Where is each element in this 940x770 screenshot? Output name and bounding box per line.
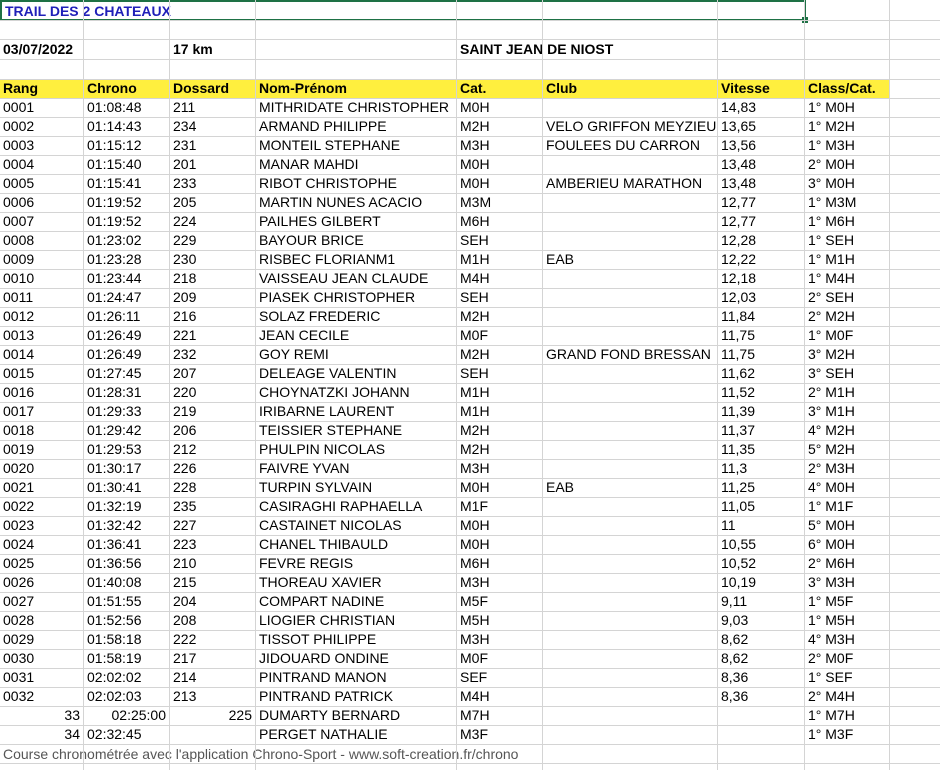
cell-name[interactable]: CASTAINET NICOLAS (259, 517, 402, 533)
header-rank[interactable]: Rang (3, 80, 38, 96)
cell-class-cat[interactable]: 1° M2H (808, 118, 855, 134)
cell-chrono[interactable]: 01:27:45 (87, 365, 142, 381)
cell-speed[interactable]: 11,75 (721, 327, 755, 343)
cell-bib[interactable]: 232 (173, 346, 197, 362)
cell-name[interactable]: MARTIN NUNES ACACIO (259, 194, 423, 210)
cell-rank[interactable]: 0013 (3, 327, 35, 343)
cell-bib[interactable]: 228 (173, 479, 197, 495)
cell-chrono[interactable]: 01:36:56 (87, 555, 142, 571)
cell-name[interactable]: MONTEIL STEPHANE (259, 137, 401, 153)
cell-rank[interactable]: 0023 (3, 517, 35, 533)
cell-bib[interactable]: 218 (173, 270, 197, 286)
cell-name[interactable]: BAYOUR BRICE (259, 232, 364, 248)
cell-class-cat[interactable]: 1° M7H (808, 707, 855, 723)
cell-bib[interactable]: 229 (173, 232, 197, 248)
gridline-vertical (804, 0, 805, 770)
cell-rank[interactable]: 0002 (3, 118, 35, 134)
cell-bib[interactable]: 235 (173, 498, 197, 514)
cell-rank[interactable]: 34 (64, 726, 80, 742)
cell-rank[interactable]: 0022 (3, 498, 35, 514)
cell-category[interactable]: M2H (460, 346, 490, 362)
cell-name[interactable]: DELEAGE VALENTIN (259, 365, 397, 381)
cell-speed[interactable]: 11,3 (721, 460, 748, 476)
cell-rank[interactable]: 0004 (3, 156, 35, 172)
gridline-vertical (169, 0, 170, 770)
cell-class-cat[interactable]: 2° SEH (808, 289, 855, 305)
gridline-horizontal (0, 744, 940, 745)
cell-bib[interactable]: 230 (173, 251, 197, 267)
cell-speed[interactable]: 12,22 (721, 251, 757, 267)
cell-rank[interactable]: 0025 (3, 555, 35, 571)
cell-bib[interactable]: 211 (173, 99, 196, 115)
cell-rank[interactable]: 0026 (3, 574, 35, 590)
race-distance[interactable]: 17 km (173, 41, 213, 57)
header-category[interactable]: Cat. (460, 80, 487, 96)
cell-club[interactable]: FOULEES DU CARRON (546, 137, 701, 153)
cell-rank[interactable]: 0024 (3, 536, 35, 552)
cell-category[interactable]: M1F (460, 498, 488, 514)
cell-bib[interactable]: 223 (173, 536, 197, 552)
cell-name[interactable]: PAILHES GILBERT (259, 213, 381, 229)
cell-category[interactable]: SEH (460, 365, 489, 381)
cell-speed[interactable]: 13,48 (721, 156, 757, 172)
cell-category[interactable]: M0H (460, 479, 490, 495)
cell-bib[interactable]: 204 (173, 593, 197, 609)
cell-speed[interactable]: 12,18 (721, 270, 757, 286)
cell-bib[interactable]: 219 (173, 403, 197, 419)
cell-class-cat[interactable]: 1° M3H (808, 137, 855, 153)
cell-rank[interactable]: 0005 (3, 175, 35, 191)
header-bib[interactable]: Dossard (173, 80, 230, 96)
cell-category[interactable]: M3H (460, 631, 490, 647)
cell-chrono[interactable]: 01:15:12 (87, 137, 142, 153)
cell-category[interactable]: M2H (460, 118, 490, 134)
cell-rank[interactable]: 0029 (3, 631, 35, 647)
cell-chrono[interactable]: 01:24:47 (87, 289, 142, 305)
cell-category[interactable]: M3F (460, 726, 488, 742)
cell-class-cat[interactable]: 3° SEH (808, 365, 855, 381)
cell-class-cat[interactable]: 1° M0H (808, 99, 855, 115)
gridline-horizontal (0, 20, 940, 21)
cell-name[interactable]: RISBEC FLORIANM1 (259, 251, 396, 267)
cell-speed[interactable]: 8,36 (721, 669, 749, 685)
cell-bib[interactable]: 207 (173, 365, 197, 381)
cell-bib[interactable]: 213 (173, 688, 197, 704)
cell-club[interactable]: GRAND FOND BRESSAN (546, 346, 711, 362)
cell-category[interactable]: M7H (460, 707, 490, 723)
cell-rank[interactable]: 0001 (3, 99, 35, 115)
header-club[interactable]: Club (546, 80, 578, 96)
cell-name[interactable]: TURPIN SYLVAIN (259, 479, 373, 495)
cell-speed[interactable]: 11,75 (721, 346, 755, 362)
cell-chrono[interactable]: 01:29:53 (87, 441, 142, 457)
gridline-horizontal (0, 59, 940, 60)
cell-chrono[interactable]: 01:51:55 (87, 593, 142, 609)
cell-rank[interactable]: 0017 (3, 403, 35, 419)
header-name[interactable]: Nom-Prénom (259, 80, 347, 96)
cell-name[interactable]: IRIBARNE LAURENT (259, 403, 395, 419)
cell-rank[interactable]: 0030 (3, 650, 35, 666)
cell-rank[interactable]: 0019 (3, 441, 35, 457)
cell-chrono[interactable]: 01:58:18 (87, 631, 142, 647)
cell-class-cat[interactable]: 1° M1H (808, 251, 855, 267)
cell-chrono[interactable]: 01:23:02 (87, 232, 142, 248)
cell-speed[interactable]: 9,03 (721, 612, 749, 628)
cell-rank[interactable]: 0027 (3, 593, 35, 609)
gridline-horizontal (0, 763, 940, 764)
cell-class-cat[interactable]: 1° M3F (808, 726, 854, 742)
cell-rank[interactable]: 0015 (3, 365, 35, 381)
cell-category[interactable]: SEF (460, 669, 488, 685)
cell-name[interactable]: JEAN CECILE (259, 327, 350, 343)
gridline-vertical (889, 0, 890, 770)
cell-class-cat[interactable]: 2° M0H (808, 156, 855, 172)
cell-category[interactable]: M0H (460, 175, 490, 191)
cell-class-cat[interactable]: 1° M3M (808, 194, 857, 210)
cell-rank[interactable]: 33 (64, 707, 80, 723)
cell-class-cat[interactable]: 1° M5H (808, 612, 855, 628)
cell-class-cat[interactable]: 4° M2H (808, 422, 855, 438)
cell-category[interactable]: M5H (460, 612, 490, 628)
cell-chrono[interactable]: 02:25:00 (111, 707, 166, 723)
cell-rank[interactable]: 0003 (3, 137, 35, 153)
cell-chrono[interactable]: 01:26:11 (87, 308, 141, 324)
cell-speed[interactable]: 13,48 (721, 175, 757, 191)
cell-chrono[interactable]: 02:02:03 (87, 688, 142, 704)
cell-club[interactable]: EAB (546, 479, 575, 495)
cell-rank[interactable]: 0020 (3, 460, 35, 476)
cell-category[interactable]: M4H (460, 688, 490, 704)
cell-bib[interactable]: 221 (173, 327, 197, 343)
cell-category[interactable]: M2H (460, 308, 490, 324)
cell-class-cat[interactable]: 3° M0H (808, 175, 855, 191)
cell-chrono[interactable]: 01:19:52 (87, 213, 142, 229)
cell-category[interactable]: M1H (460, 384, 490, 400)
cell-club[interactable]: VELO GRIFFON MEYZIEU (546, 118, 717, 134)
cell-chrono[interactable]: 01:15:40 (87, 156, 142, 172)
cell-category[interactable]: SEH (460, 289, 489, 305)
cell-speed[interactable]: 11,39 (721, 403, 755, 419)
cell-name[interactable]: RIBOT CHRISTOPHE (259, 175, 397, 191)
cell-speed[interactable]: 12,77 (721, 194, 757, 210)
cell-category[interactable]: M0H (460, 156, 490, 172)
cell-chrono[interactable]: 01:30:17 (87, 460, 142, 476)
cell-name[interactable]: TEISSIER STEPHANE (259, 422, 403, 438)
cell-bib[interactable]: 225 (228, 707, 252, 723)
cell-rank[interactable]: 0007 (3, 213, 35, 229)
cell-category[interactable]: M3M (460, 194, 492, 210)
cell-chrono[interactable]: 01:29:33 (87, 403, 142, 419)
race-date[interactable]: 03/07/2022 (3, 41, 74, 57)
cell-name[interactable]: PHULPIN NICOLAS (259, 441, 386, 457)
cell-bib[interactable]: 224 (173, 213, 197, 229)
header-class-cat[interactable]: Class/Cat. (808, 80, 876, 96)
cell-name[interactable]: PIASEK CHRISTOPHER (259, 289, 416, 305)
cell-rank[interactable]: 0031 (3, 669, 35, 685)
cell-bib[interactable]: 214 (173, 669, 197, 685)
cell-name[interactable]: MITHRIDATE CHRISTOPHER (259, 99, 450, 115)
cell-speed[interactable]: 11,05 (721, 498, 755, 514)
cell-category[interactable]: M1H (460, 403, 490, 419)
cell-bib[interactable]: 231 (173, 137, 197, 153)
cell-chrono[interactable]: 01:23:28 (87, 251, 142, 267)
cell-rank[interactable]: 0016 (3, 384, 35, 400)
cell-name[interactable]: TISSOT PHILIPPE (259, 631, 377, 647)
cell-chrono[interactable]: 01:28:31 (87, 384, 142, 400)
cell-class-cat[interactable]: 4° M0H (808, 479, 855, 495)
cell-class-cat[interactable]: 1° M5F (808, 593, 854, 609)
cell-speed[interactable]: 8,62 (721, 650, 749, 666)
cell-chrono[interactable]: 01:14:43 (87, 118, 142, 134)
cell-rank[interactable]: 0009 (3, 251, 35, 267)
cell-name[interactable]: CHANEL THIBAULD (259, 536, 389, 552)
cell-speed[interactable]: 12,28 (721, 232, 757, 248)
cell-speed[interactable]: 10,19 (721, 574, 757, 590)
cell-category[interactable]: M6H (460, 555, 490, 571)
cell-class-cat[interactable]: 5° M0H (808, 517, 855, 533)
sheet-title[interactable]: TRAIL DES 2 CHATEAUX (0, 0, 806, 21)
cell-rank[interactable]: 0021 (3, 479, 35, 495)
cell-speed[interactable]: 8,62 (721, 631, 749, 647)
cell-bib[interactable] (170, 725, 252, 744)
cell-class-cat[interactable]: 3° M3H (808, 574, 855, 590)
header-speed[interactable]: Vitesse (721, 80, 770, 96)
cell-speed[interactable]: 11,35 (721, 441, 755, 457)
gridline-vertical (255, 0, 256, 770)
cell-class-cat[interactable]: 1° M1F (808, 498, 854, 514)
cell-speed[interactable]: 11,52 (721, 384, 755, 400)
cell-bib[interactable]: 227 (173, 517, 197, 533)
cell-name[interactable]: COMPART NADINE (259, 593, 385, 609)
footer-note[interactable]: Course chronométrée avec l'application Chrono-Sport - www.soft-creation.fr/chrono (3, 746, 519, 762)
gridline-vertical (83, 0, 84, 770)
cell-category[interactable]: M5F (460, 593, 488, 609)
gridline-horizontal (0, 39, 940, 40)
race-location[interactable]: SAINT JEAN DE NIOST (460, 41, 614, 57)
cell-chrono[interactable]: 01:19:52 (87, 194, 142, 210)
cell-bib[interactable]: 226 (173, 460, 197, 476)
cell-category[interactable]: M4H (460, 270, 490, 286)
cell-speed[interactable]: 13,65 (721, 118, 757, 134)
cell-speed[interactable]: 8,36 (721, 688, 749, 704)
cell-bib[interactable]: 209 (173, 289, 197, 305)
cell-class-cat[interactable]: 2° M4H (808, 688, 855, 704)
cell-category[interactable]: M0H (460, 517, 490, 533)
cell-chrono[interactable]: 01:08:48 (87, 99, 142, 115)
cell-category[interactable]: M6H (460, 213, 490, 229)
gridline-vertical (456, 0, 457, 770)
cell-bib[interactable]: 208 (173, 612, 197, 628)
cell-chrono[interactable]: 01:26:49 (87, 327, 142, 343)
cell-category[interactable]: M0F (460, 327, 488, 343)
cell-chrono[interactable]: 01:15:41 (87, 175, 142, 191)
cell-name[interactable]: PERGET NATHALIE (259, 726, 388, 742)
cell-speed[interactable]: 12,03 (721, 289, 757, 305)
cell-category[interactable]: M2H (460, 441, 490, 457)
cell-bib[interactable]: 220 (173, 384, 197, 400)
cell-class-cat[interactable]: 2° M3H (808, 460, 855, 476)
cell-category[interactable]: M3H (460, 137, 490, 153)
cell-name[interactable]: MANAR MAHDI (259, 156, 359, 172)
cell-bib[interactable]: 201 (173, 156, 197, 172)
cell-rank[interactable]: 0010 (3, 270, 35, 286)
cell-rank[interactable]: 0028 (3, 612, 35, 628)
cell-speed[interactable]: 11,25 (721, 479, 755, 495)
cell-name[interactable]: DUMARTY BERNARD (259, 707, 401, 723)
cell-bib[interactable]: 206 (173, 422, 197, 438)
cell-category[interactable]: M0H (460, 536, 490, 552)
cell-chrono[interactable]: 01:29:42 (87, 422, 142, 438)
cell-rank[interactable]: 0006 (3, 194, 35, 210)
cell-rank[interactable]: 0012 (3, 308, 35, 324)
cell-name[interactable]: ARMAND PHILIPPE (259, 118, 387, 134)
cell-speed[interactable]: 14,83 (721, 99, 757, 115)
cell-rank[interactable]: 0032 (3, 688, 35, 704)
cell-rank[interactable]: 0011 (3, 289, 34, 305)
cell-class-cat[interactable]: 2° M0F (808, 650, 854, 666)
cell-name[interactable]: GOY REMI (259, 346, 329, 362)
cell-chrono[interactable]: 01:30:41 (87, 479, 142, 495)
cell-bib[interactable]: 216 (173, 308, 197, 324)
cell-class-cat[interactable]: 2° M1H (808, 384, 855, 400)
cell-name[interactable]: FAIVRE YVAN (259, 460, 350, 476)
cell-chrono[interactable]: 01:32:42 (87, 517, 142, 533)
cell-speed[interactable]: 11 (721, 517, 736, 533)
cell-rank[interactable]: 0018 (3, 422, 35, 438)
cell-class-cat[interactable]: 5° M2H (808, 441, 855, 457)
cell-bib[interactable]: 217 (173, 650, 197, 666)
cell-class-cat[interactable]: 1° SEH (808, 232, 855, 248)
cell-chrono[interactable]: 02:02:02 (87, 669, 142, 685)
cell-chrono[interactable]: 01:40:08 (87, 574, 142, 590)
cell-class-cat[interactable]: 4° M3H (808, 631, 855, 647)
cell-class-cat[interactable]: 1° M6H (808, 213, 855, 229)
cell-club[interactable]: EAB (546, 251, 575, 267)
cell-chrono[interactable]: 01:52:56 (87, 612, 142, 628)
cell-name[interactable]: CASIRAGHI RAPHAELLA (259, 498, 423, 514)
cell-category[interactable]: M0H (460, 99, 490, 115)
cell-rank[interactable]: 0008 (3, 232, 35, 248)
cell-chrono[interactable]: 01:23:44 (87, 270, 142, 286)
cell-name[interactable]: SOLAZ FREDERIC (259, 308, 381, 324)
cell-class-cat[interactable]: 2° M6H (808, 555, 855, 571)
cell-bib[interactable]: 234 (173, 118, 197, 134)
cell-name[interactable]: THOREAU XAVIER (259, 574, 382, 590)
cell-speed[interactable]: 13,56 (721, 137, 757, 153)
cell-chrono[interactable]: 02:32:45 (87, 726, 142, 742)
cell-name[interactable]: VAISSEAU JEAN CLAUDE (259, 270, 429, 286)
cell-name[interactable]: LIOGIER CHRISTIAN (259, 612, 396, 628)
cell-bib[interactable]: 215 (173, 574, 197, 590)
cell-club[interactable]: AMBERIEU MARATHON (546, 175, 703, 191)
cell-speed[interactable]: 9,11 (721, 593, 748, 609)
cell-rank[interactable]: 0014 (3, 346, 35, 362)
cell-category[interactable]: M0F (460, 650, 488, 666)
cell-class-cat[interactable]: 1° SEF (808, 669, 853, 685)
cell-speed[interactable]: 10,52 (721, 555, 757, 571)
cell-bib[interactable]: 212 (173, 441, 197, 457)
cell-bib[interactable]: 233 (173, 175, 197, 191)
cell-category[interactable]: SEH (460, 232, 489, 248)
cell-speed[interactable]: 11,62 (721, 365, 755, 381)
cell-category[interactable]: M3H (460, 460, 490, 476)
cell-class-cat[interactable]: 6° M0H (808, 536, 855, 552)
cell-category[interactable]: M3H (460, 574, 490, 590)
cell-class-cat[interactable]: 1° M0F (808, 327, 854, 343)
cell-name[interactable]: FEVRE REGIS (259, 555, 354, 571)
cell-class-cat[interactable]: 3° M2H (808, 346, 855, 362)
cell-speed[interactable]: 12,77 (721, 213, 757, 229)
cell-name[interactable]: CHOYNATZKI JOHANN (259, 384, 410, 400)
gridline-vertical (542, 0, 543, 770)
cell-class-cat[interactable]: 1° M4H (808, 270, 855, 286)
gridline-vertical (717, 0, 718, 770)
cell-bib[interactable]: 222 (173, 631, 197, 647)
cell-category[interactable]: M2H (460, 422, 490, 438)
cell-name[interactable]: PINTRAND MANON (259, 669, 387, 685)
cell-speed[interactable]: 10,55 (721, 536, 757, 552)
cell-category[interactable]: M1H (460, 251, 490, 267)
cell-speed[interactable]: 11,84 (721, 308, 755, 324)
cell-chrono[interactable]: 01:32:19 (87, 498, 142, 514)
cell-chrono[interactable]: 01:36:41 (87, 536, 142, 552)
cell-class-cat[interactable]: 3° M1H (808, 403, 855, 419)
cell-name[interactable]: PINTRAND PATRICK (259, 688, 394, 704)
cell-speed[interactable]: 11,37 (721, 422, 755, 438)
cell-bib[interactable]: 210 (173, 555, 197, 571)
cell-bib[interactable]: 205 (173, 194, 197, 210)
header-chrono[interactable]: Chrono (87, 80, 137, 96)
cell-chrono[interactable]: 01:26:49 (87, 346, 142, 362)
cell-chrono[interactable]: 01:58:19 (87, 650, 142, 666)
cell-name[interactable]: JIDOUARD ONDINE (259, 650, 389, 666)
cell-class-cat[interactable]: 2° M2H (808, 308, 855, 324)
